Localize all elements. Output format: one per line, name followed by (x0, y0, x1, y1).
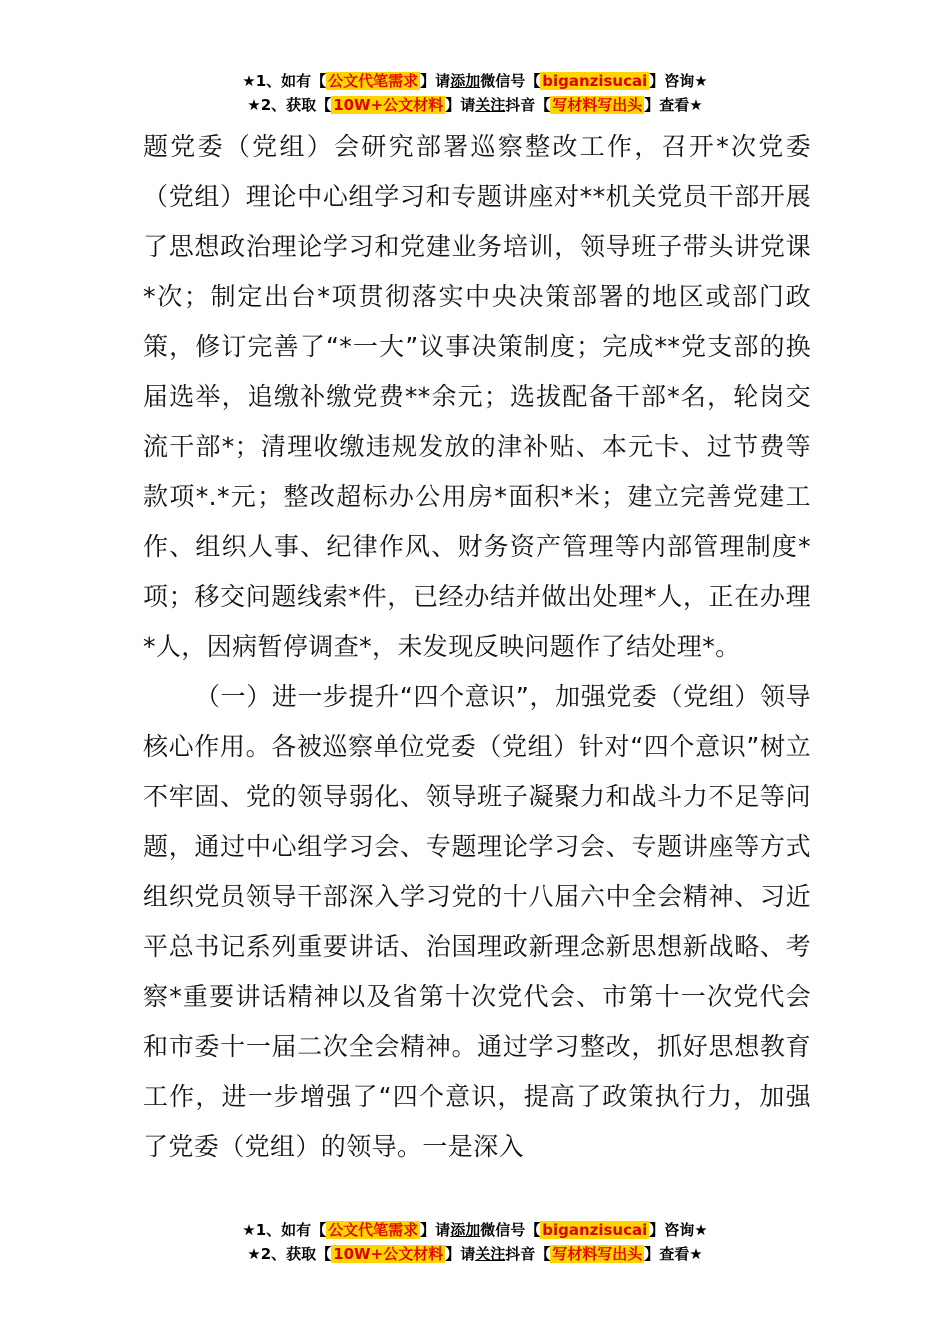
footer-banner (0, 1219, 950, 1267)
banner-line-1: ★1、如有【 公文代笔需求 】请添加微信号【 biganzisucai 】咨询★ (242, 72, 708, 90)
highlight-douyin-id: 写材料写出头 (552, 96, 643, 114)
footer-line-1: ★1、如有【 公文代笔需求 】请添加微信号【 biganzisucai 】咨询★ (242, 1221, 708, 1239)
highlight-service: 公文代笔需求 (328, 72, 419, 90)
highlight-materials: 10W+公文材料 (333, 1245, 444, 1263)
highlight-wechat-id: biganzisucai (542, 1221, 648, 1239)
highlight-wechat-id: biganzisucai (542, 72, 648, 90)
paragraph-section-one: （一）进一步提升“四个意识”，加强党委（党组）领导核心作用。各被巡察单位党委（党组）针对“四个意识”树立不牢固、党的领导弱化、领导班子凝聚力和战斗力不足等问题，通过中心组学习会、专题理论学习会、专题讲座等方式组织党员领导干部深入学习党的十八届六中全会精神、习近平总书记系列重要讲话、治国理政新理念新思想新战略、考察*重要讲话精神以及省第十次党代会、市第十一次党代会和市委十一届二次全会精神。通过学习整改，抓好思想教育工作，进一步增强了“四个意识，提高了政策执行力，加强了党委（党组）的领导。一是深入 (143, 682, 811, 1161)
document-body (143, 122, 811, 1172)
highlight-service: 公文代笔需求 (328, 1221, 419, 1239)
paragraph-continued: 题党委（党组）会研究部署巡察整改工作，召开*次党委（党组）理论中心组学习和专题讲座对**机关党员干部开展了思想政治理论学习和党建业务培训，领导班子带头讲党课*次；制定出台*项贯彻落实中央决策部署的地区或部门政策，修订完善了“*一大”议事决策制度；完成**党支部的换届选举，追缴补缴党费**余元；选拔配备干部*名，轮岗交流干部*；清理收缴违规发放的津补贴、本元卡、过节费等款项*.*元；整改超标办公用房*面积*米；建立完善党建工作、组织人事、纪律作风、财务资产管理等内部管理制度*项；移交问题线索*件，已经办结并做出处理*人，正在办理*人，因病暂停调查*，未发现反映问题作了结处理*。 (143, 132, 811, 661)
footer-line-2: ★2、获取【 10W+公文材料 】请关注抖音【 写材料写出头 】查看★ (247, 1245, 703, 1263)
highlight-materials: 10W+公文材料 (333, 96, 444, 114)
header-banner (0, 70, 950, 118)
highlight-douyin-id: 写材料写出头 (552, 1245, 643, 1263)
banner-line-2: ★2、获取【 10W+公文材料 】请关注抖音【 写材料写出头 】查看★ (247, 96, 703, 114)
